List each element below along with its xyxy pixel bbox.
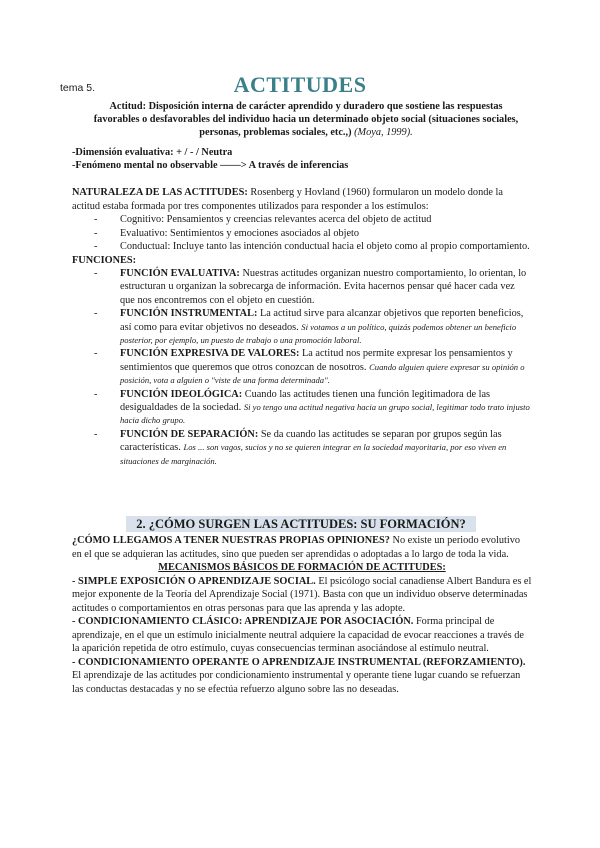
nature-intro: Rosenberg y Hovland (1960) formularon un modelo donde la actitud estaba formada por tres componentes utilizados para responder a los estímulos: xyxy=(72,187,503,212)
nature-section xyxy=(72,186,532,468)
dimension-line: -Dimensión evaluativa: + / - / Neutra xyxy=(72,147,233,158)
mechanism-item: - CONDICIONAMIENTO OPERANTE O APRENDIZAJE INSTRUMENTAL (REFORZAMIENTO). El aprendizaje de las actitudes por condicionamiento instrumental y operante tiene lugar cuando se refuerzan las conductas destacadas y no se efectúa refuerzo alguno sobre las no deseadas. xyxy=(72,656,526,695)
section-2-heading: 2. ¿CÓMO SURGEN LAS ACTITUDES: SU FORMACIÓN? xyxy=(126,516,476,532)
list-item: - Cognitivo: Pensamientos y creencias relevantes acerca del objeto de actitud xyxy=(94,214,432,225)
definition-text: Actitud: Disposición interna de carácter aprendido y duradero que sostiene las respuestas favorables o desfavorables del individuo hacia un determinado objeto social (situaciones sociales, personas, problemas sociales, etc.,) xyxy=(93,101,519,138)
list-item: - Evaluativo: Sentimientos y emociones asociados al objeto xyxy=(94,227,360,239)
section-2-body xyxy=(72,534,532,696)
topic-label: tema 5. xyxy=(60,82,96,94)
list-item: - FUNCIÓN INSTRUMENTAL: La actitud sirve para alcanzar objetivos que reporten beneficios, así como para evitar objetivos no deseados. Si votamos a un político, quizás podemos obtener un beneficio posterior, por ejemplo, un puesto de trabajo o una promoción laboral. xyxy=(94,308,524,346)
list-item: - FUNCIÓN EXPRESIVA DE VALORES: La actitud nos permite expresar los pensamientos y sentimientos que queremos que otros conozcan de nosotros. Cuando alguien quiere expresar su opinión o posición, vota a alguien o "viste de una forma determinada". xyxy=(94,348,525,386)
list-item: - Conductual: Incluye tanto las intención conductual hacia el objeto como al propio comportamiento. xyxy=(94,241,530,252)
list-item: - FUNCIÓN DE SEPARACIÓN: Se da cuando las actitudes se separan por grupos según las características. Los ... son vagos, sucios y no se quieren integrar en la sociedad mayoritaria, por eso viven en situaciones de marginación. xyxy=(94,428,507,466)
mechanisms-heading: MECANISMOS BÁSICOS DE FORMACIÓN DE ACTITUDES: xyxy=(158,562,446,573)
nature-list xyxy=(72,213,532,254)
list-item: - FUNCIÓN EVALUATIVA: Nuestras actitudes organizan nuestro comportamiento, lo orientan, lo estructuran u organizan la sobrecarga de información. Evita hacernos pensar qué hacer cada vez que nos encontremos con el objeto en cuestión. xyxy=(94,268,527,306)
definition-citation: (Moya, 1999). xyxy=(354,127,413,138)
nature-heading: NATURALEZA DE LAS ACTITUDES: xyxy=(72,187,248,198)
attitude-definition xyxy=(86,100,526,139)
list-item: - FUNCIÓN IDEOLÓGICA: Cuando las actitudes tienen una función legitimadora de las desigualdades de la sociedad. Si yo tengo una actitud negativa hacia un grupo social, legitimar todo trato injusto hacia dicho grupo. xyxy=(94,388,530,426)
mechanism-item: - SIMPLE EXPOSICIÓN O APRENDIZAJE SOCIAL. El psicólogo social canadiense Albert Bandura es el mejor exponente de la Teoría del Aprendizaje Social (1971). Basta con que un individuo observe determinadas actitudes o comportamientos en otras personas para que las aprenda y las adopte. xyxy=(72,575,532,614)
functions-heading: FUNCIONES: xyxy=(72,254,137,266)
section-2-answer: No existe un periodo evolutivo en el que se adquieran las actitudes, sino que pueden ser aprendidas o adoptadas a lo largo de toda la vida. xyxy=(72,535,521,560)
phenomenon-line: -Fenómeno mental no observable ——> A través de inferencias xyxy=(72,160,349,171)
mechanism-item: - CONDICIONAMIENTO CLÁSICO: APRENDIZAJE POR ASOCIACIÓN. Forma principal de aprendizaje, en el que un estímulo inicialmente neutral adquiere la capacidad de evocar reacciones a través de la aparición repetida de otro estímulo, cuyas consecuencias terminan asociándose al estímulo neutral. xyxy=(72,616,524,654)
page-title: ACTITUDES xyxy=(233,72,367,97)
section-2-question: ¿CÓMO LLEGAMOS A TENER NUESTRAS PROPIAS OPINIONES? xyxy=(72,535,390,546)
functions-list xyxy=(72,267,532,468)
